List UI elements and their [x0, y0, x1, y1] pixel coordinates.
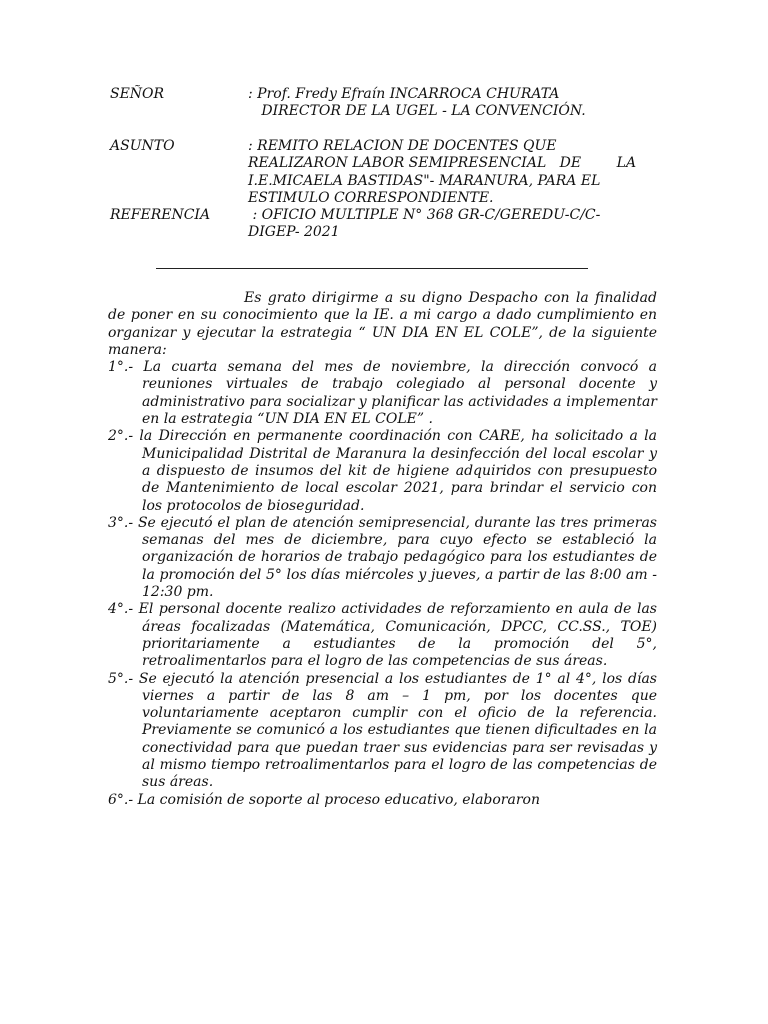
asunto-value: [248, 138, 668, 207]
referencia-line: : OFICIO MULTIPLE N° 368 GR-C/GEREDU-C/C-: [248, 207, 601, 223]
senor-value: [248, 86, 668, 121]
senor-label: SEÑOR: [110, 86, 165, 102]
list-item: 1°.- La cuarta semana del mes de noviembre, la dirección convocó a reuniones virtuales de trabajo colegiado al personal docente y administrativo para socializar y planificar las actividades a implementar en la estrategia “UN DIA EN EL COLE” .: [108, 359, 657, 428]
list-item: 4°.- El personal docente realizo actividades de reforzamiento en aula de las áreas focalizadas (Matemática, Comunicación, DPCC, CC.SS., TOE) prioritariamente a estudiantes de la promoción del 5°, retroalimentarlos para el logro de las competencias de sus áreas.: [108, 601, 657, 670]
list-item: 2°.- la Dirección en permanente coordinación con CARE, ha solicitado a la Municipalidad Distrital de Maranura la desinfección del local escolar y a dispuesto de insumos del kit de higiene adquiridos con presupuesto de Mantenimiento de local escolar 2021, para brindar el servicio con los protocolos de bioseguridad.: [108, 428, 657, 514]
referencia-line: DIGEP- 2021: [248, 224, 340, 241]
header-separator: [156, 268, 588, 269]
list-item: 5°.- Se ejecutó la atención presencial a los estudiantes de 1° al 4°, los días viernes a partir de las 8 am – 1 pm, por los docentes que voluntariamente aceptaron cumplir con el oficio de la referencia. Previamente se comunicó a los estudiantes que tienen dificultades en la conectividad para que puedan traer sus evidencias para ser revisadas y al mismo tiempo retroalimentarlos para el logro de las competencias de sus áreas.: [108, 670, 657, 791]
asunto-line: I.E.MICAELA BASTIDAS"- MARANURA, PARA EL: [248, 172, 601, 189]
senor-line: : Prof. Fredy Efraín INCARROCA CHURATA: [248, 86, 560, 102]
referencia-value: [248, 207, 668, 242]
intro-paragraph: Es grato dirigirme a su digno Despacho con la finalidad de poner en su conocimiento que la IE. a mi cargo a dado cumplimiento en organizar y ejecutar la estrategia “ UN DIA EN EL COLE”, de la siguiente manera:: [108, 290, 657, 358]
senor-line: DIRECTOR DE LA UGEL - LA CONVENCIÓN.: [248, 103, 586, 120]
list-item: 3°.- Se ejecutó el plan de atención semipresencial, durante las tres primeras semanas del mes de diciembre, para cuyo efecto se estableció la organización de horarios de trabajo pedagógico para los estudiantes de la promoción del 5° los días miércoles y jueves, a partir de las 8:00 am - 12:30 pm.: [108, 514, 657, 601]
asunto-label: ASUNTO: [110, 138, 175, 154]
asunto-line: ESTIMULO CORRESPONDIENTE.: [248, 189, 494, 206]
asunto-line: : REMITO RELACION DE DOCENTES QUE: [248, 138, 557, 154]
letter-body: [108, 290, 657, 809]
referencia-label: REFERENCIA: [110, 207, 211, 223]
list-item: 6°.- La comisión de soporte al proceso educativo, elaboraron: [108, 791, 540, 808]
asunto-line: REALIZARON LABOR SEMIPRESENCIAL DE LA: [248, 155, 637, 172]
